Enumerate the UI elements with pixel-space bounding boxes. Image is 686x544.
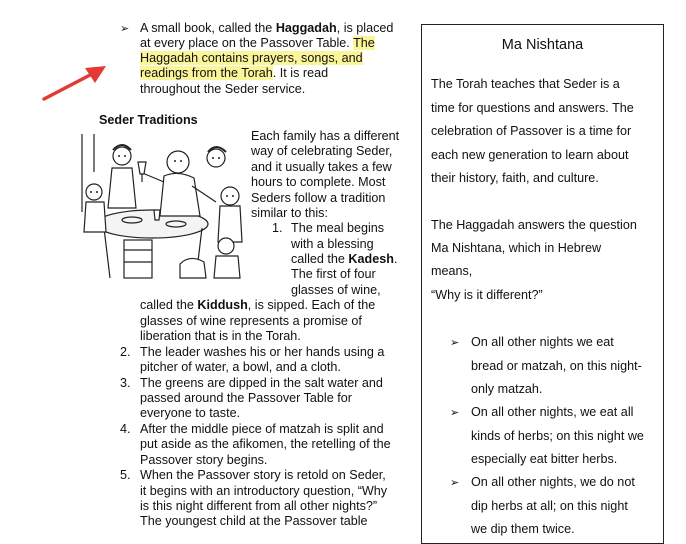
ma-nishtana-bullet-line: especially eat bitter herbs. bbox=[471, 452, 618, 466]
family-line: and it usually takes a few bbox=[251, 160, 392, 174]
step-3-line: everyone to taste. bbox=[140, 406, 241, 420]
step-3-line: passed around the Passover Table for bbox=[140, 391, 352, 405]
step-4-line: After the middle piece of matzah is split and bbox=[140, 422, 384, 436]
ma-nishtana-bullet-line: On all other nights, we do not bbox=[471, 475, 635, 489]
step-5-line: When the Passover story is retold on Seder, bbox=[140, 468, 386, 482]
step-5-line: it begins with an introductory question, “Why bbox=[140, 484, 388, 498]
sidebar-paragraph-line: each new generation to learn about bbox=[431, 148, 629, 162]
family-line: similar to this: bbox=[251, 206, 328, 220]
kiddush-bold: Kiddush bbox=[197, 298, 248, 312]
step-text: . bbox=[393, 252, 398, 266]
step-text: called the bbox=[291, 252, 349, 266]
step-text: , is sipped. Each of the bbox=[247, 298, 376, 312]
step-1-line: The first of four bbox=[291, 267, 376, 281]
family-line: way of celebrating Seder, bbox=[251, 144, 393, 158]
ma-nishtana-bullet-line: bread or matzah, on this night- bbox=[471, 359, 642, 373]
sidebar-paragraph-line: The Haggadah answers the question bbox=[431, 218, 637, 232]
step-number: 5. bbox=[120, 468, 131, 482]
step-5-line: The youngest child at the Passover table bbox=[140, 514, 368, 528]
highlighted-text: The bbox=[353, 36, 375, 50]
step-4-line: Passover story begins. bbox=[140, 453, 268, 467]
intro-line-5: throughout the Seder service. bbox=[140, 82, 306, 96]
sidebar-paragraph-line: time for questions and answers. The bbox=[431, 101, 634, 115]
seder-family-illustration bbox=[80, 132, 247, 282]
intro-line-1 bbox=[140, 21, 393, 36]
step-number: 3. bbox=[120, 376, 131, 390]
intro-line-2 bbox=[140, 36, 375, 51]
step-3-line: The greens are dipped in the salt water and bbox=[140, 376, 383, 390]
intro-text: A small book, called the bbox=[140, 21, 276, 35]
step-5-line: is this night different from all other nights?” bbox=[140, 499, 378, 513]
step-number: 2. bbox=[120, 345, 131, 359]
ma-nishtana-bullet-line: On all other nights we eat bbox=[471, 335, 614, 349]
sidebar-title: Ma Nishtana bbox=[501, 37, 584, 53]
step-4-line: put aside as the afikomen, the retelling of the bbox=[140, 437, 391, 451]
arrow-bullet-icon: ➢ bbox=[120, 23, 130, 35]
step-1-line: liberation that is in the Torah. bbox=[140, 329, 301, 343]
step-1-line: glasses of wine represents a promise of bbox=[140, 314, 362, 328]
arrow-bullet-icon: ➢ bbox=[450, 337, 460, 349]
section-heading: Seder Traditions bbox=[99, 113, 198, 127]
sidebar-paragraph-line: means, bbox=[431, 264, 473, 278]
family-line: Seders follow a tradition bbox=[251, 191, 386, 205]
step-1-line: with a blessing bbox=[291, 237, 374, 251]
step-number: 1. bbox=[272, 221, 283, 235]
intro-text: , is placed bbox=[336, 21, 394, 35]
step-1-line: The meal begins bbox=[291, 221, 385, 235]
family-line: hours to complete. Most bbox=[251, 175, 386, 189]
intro-line-3 bbox=[140, 51, 363, 66]
highlighted-text: Haggadah contains prayers, songs, and bbox=[140, 51, 363, 65]
step-1-line: glasses of wine, bbox=[291, 283, 381, 297]
step-text: called the bbox=[140, 298, 198, 312]
sidebar-paragraph-line: celebration of Passover is a time for bbox=[431, 124, 632, 138]
ma-nishtana-bullet-line: we dip them twice. bbox=[471, 522, 575, 536]
ma-nishtana-bullet-line: only matzah. bbox=[471, 382, 543, 396]
ma-nishtana-sidebar bbox=[421, 24, 664, 544]
family-line: Each family has a different bbox=[251, 129, 400, 143]
sidebar-paragraph-line: The Torah teaches that Seder is a bbox=[431, 77, 620, 91]
intro-line-4 bbox=[140, 66, 328, 81]
arrow-bullet-icon: ➢ bbox=[450, 407, 460, 419]
intro-text: . It is read bbox=[272, 66, 329, 80]
step-2-line: The leader washes his or her hands using a bbox=[140, 345, 385, 359]
step-1-line bbox=[140, 298, 375, 313]
kadesh-bold: Kadesh bbox=[348, 252, 394, 266]
intro-text: at every place on the Passover Table. bbox=[140, 36, 354, 50]
haggadah-bold: Haggadah bbox=[275, 21, 337, 35]
red-arrow-annotation bbox=[38, 62, 110, 104]
step-1-line bbox=[291, 252, 397, 267]
arrow-bullet-icon: ➢ bbox=[450, 477, 460, 489]
ma-nishtana-bullet-line: kinds of herbs; on this night we bbox=[471, 429, 644, 443]
sidebar-paragraph-line: Ma Nishtana, which in Hebrew bbox=[431, 241, 602, 255]
ma-nishtana-bullet-line: On all other nights, we eat all bbox=[471, 405, 634, 419]
sidebar-paragraph-line: their history, faith, and culture. bbox=[431, 171, 599, 185]
highlighted-text: readings from the Torah bbox=[140, 66, 273, 80]
sidebar-paragraph-line: “Why is it different?” bbox=[431, 288, 543, 302]
step-number: 4. bbox=[120, 422, 131, 436]
step-2-line: pitcher of water, a bowl, and a cloth. bbox=[140, 360, 341, 374]
ma-nishtana-bullet-line: dip herbs at all; on this night bbox=[471, 499, 628, 513]
